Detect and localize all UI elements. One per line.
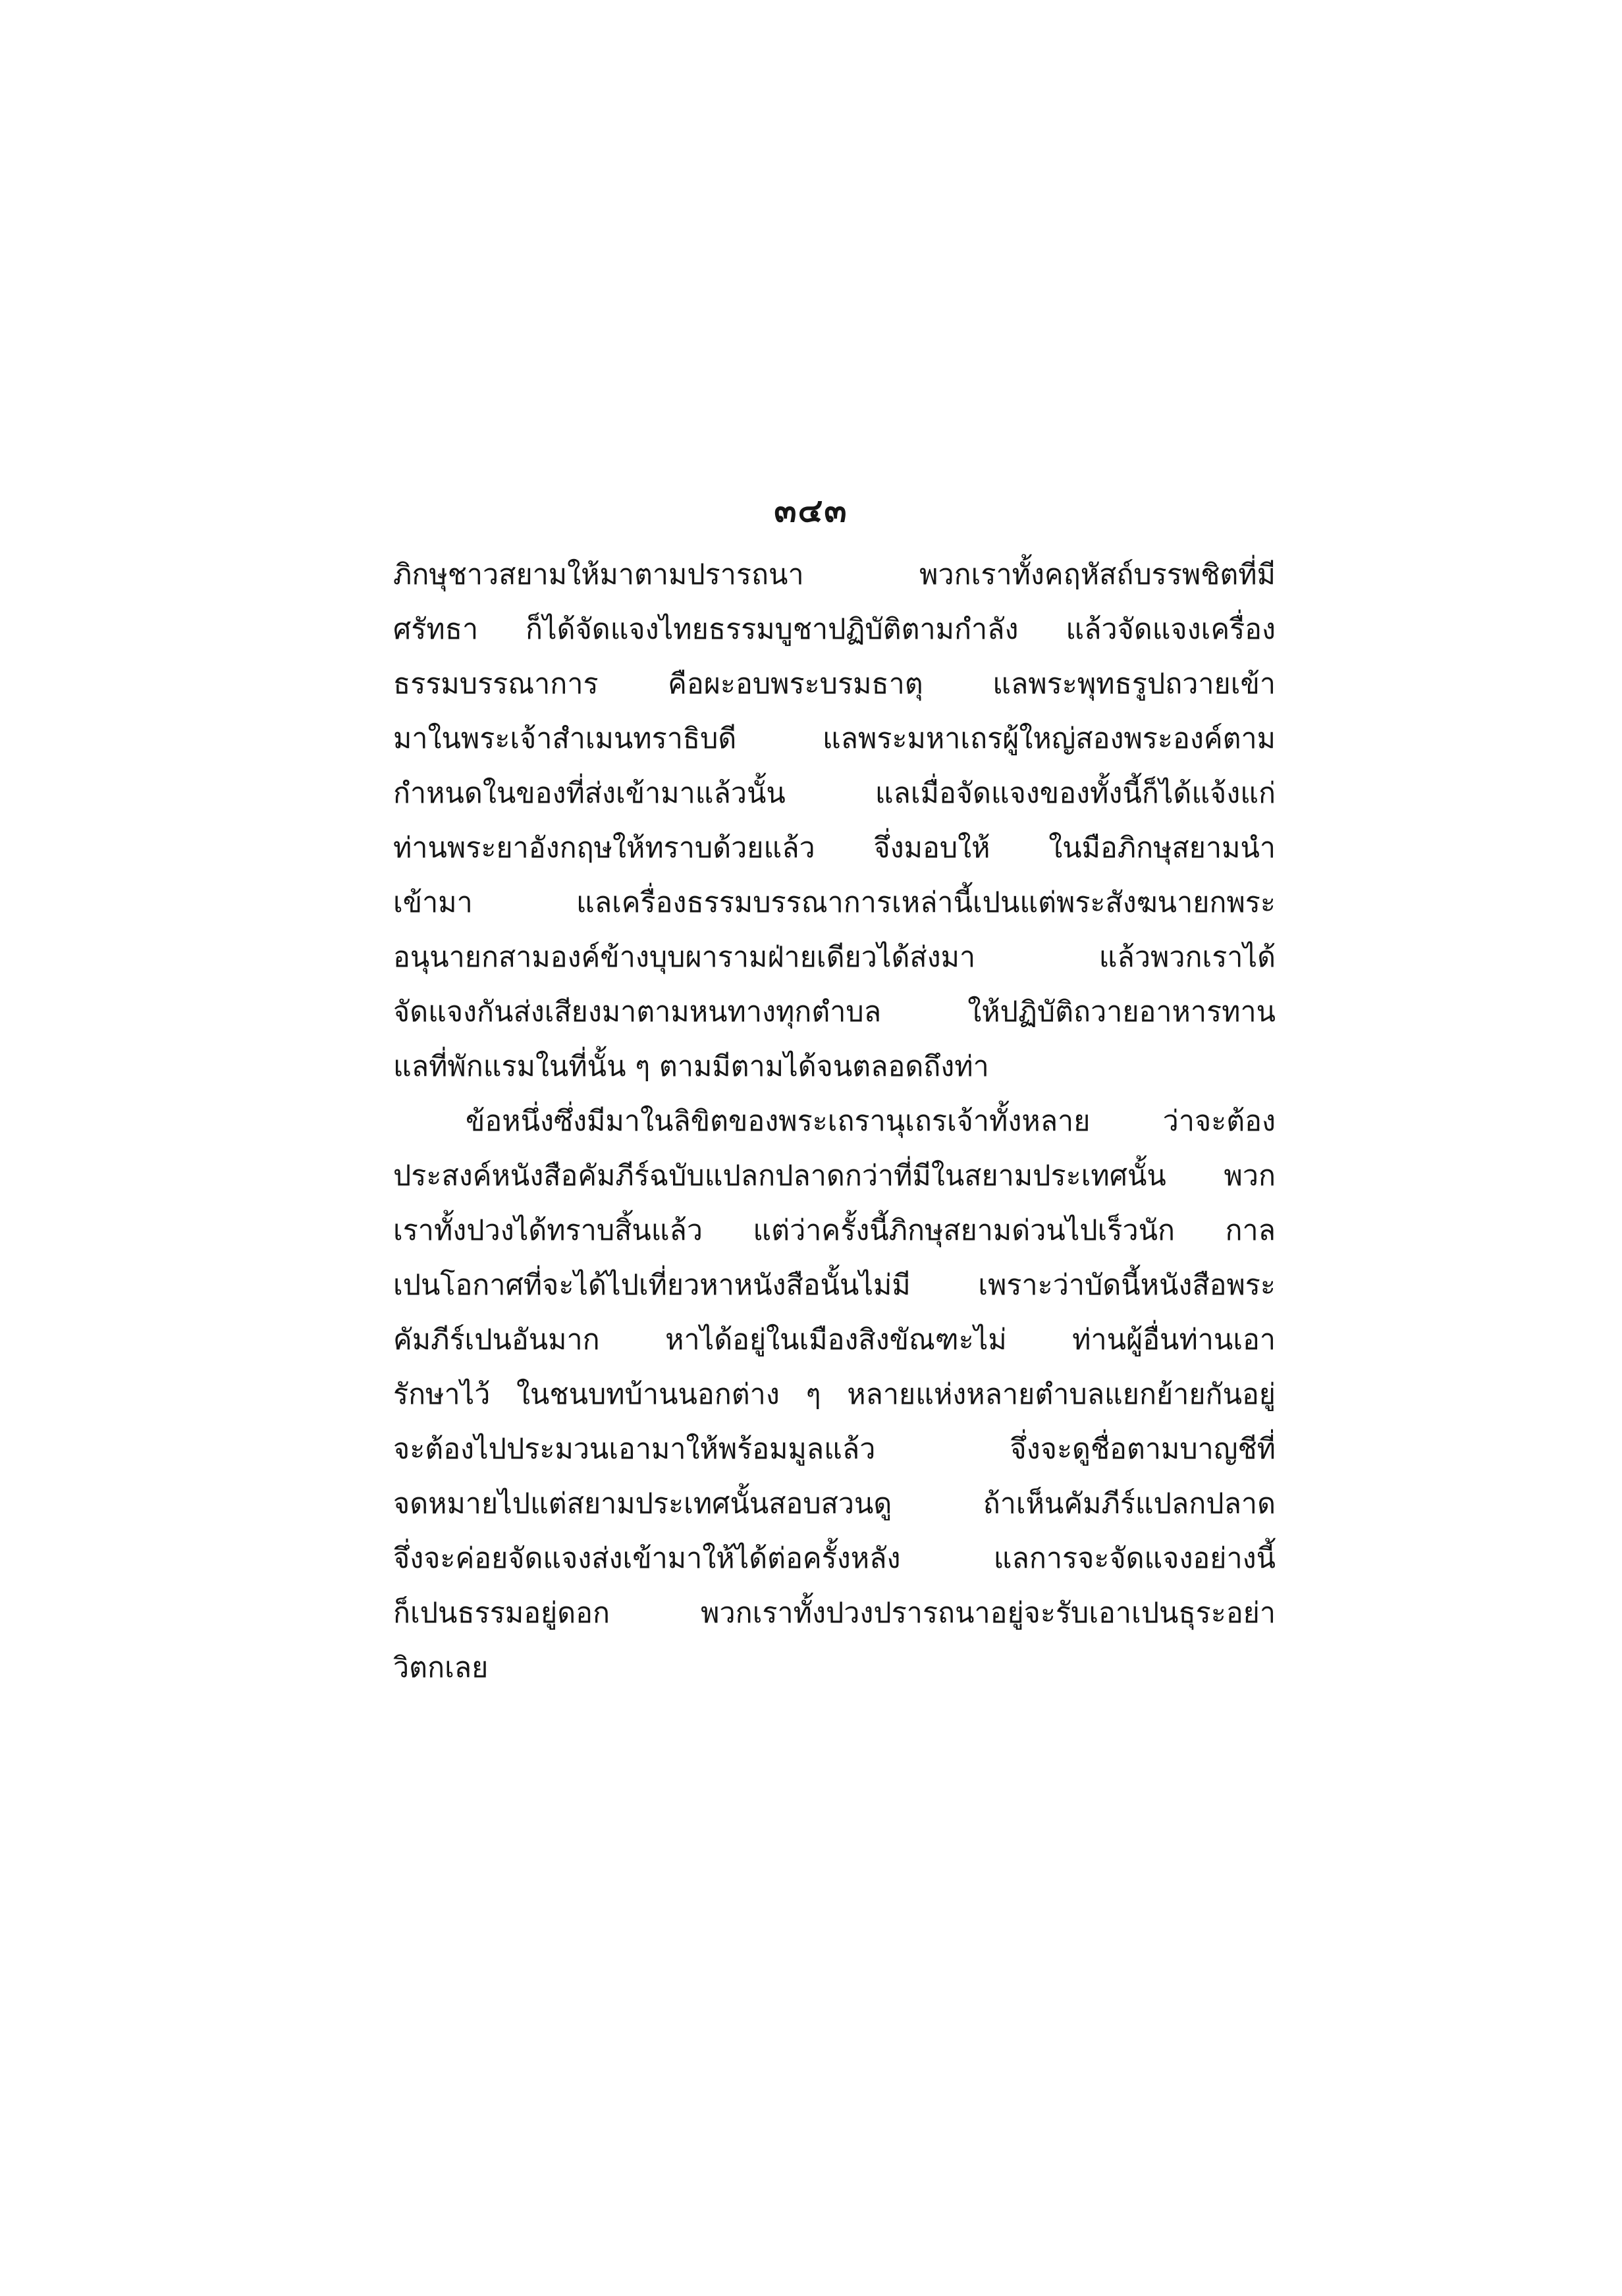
text-line: เข้ามา แลเครื่องธรรมบรรณาการเหล่านี้เปนแต่พระสังฆนายกพระ xyxy=(393,886,1276,919)
text-line: วิตกเลย xyxy=(393,1651,489,1684)
page-number: ๓๔๓ xyxy=(774,491,848,529)
text-line: จะต้องไปประมวนเอามาให้พร้อมมูลแล้ว จึ่งจะดูชื่อตามบาญชีที่ xyxy=(393,1433,1276,1466)
text-line: ภิกษุชาวสยามให้มาตามปรารถนา พวกเราทั้งคฤหัสถ์บรรพชิตที่มี xyxy=(393,558,1276,591)
text-line: ก็เปนธรรมอยู่ดอก พวกเราทั้งปวงปรารถนาอยู่จะรับเอาเปนธุระอย่า xyxy=(393,1597,1276,1630)
text-line: อนุนายกสามองค์ข้างบุบผารามฝ่ายเดียวได้ส่งมา แล้วพวกเราได้ xyxy=(393,941,1276,974)
text-line: คัมภีร์เปนอันมาก หาได้อยู่ในเมืองสิงขัณฑะไม่ ท่านผู้อื่นท่านเอา xyxy=(393,1323,1276,1356)
text-line: จึ่งจะค่อยจัดแจงส่งเข้ามาให้ได้ต่อครั้งหลัง แลการจะจัดแจงอย่างนี้ xyxy=(393,1542,1276,1575)
text-line: ข้อหนึ่งซึ่งมีมาในลิขิตของพระเถรานุเถรเจ้าทั้งหลาย ว่าจะต้อง xyxy=(466,1105,1276,1138)
text-line: รักษาไว้ ในชนบทบ้านนอกต่าง ๆ หลายแห่งหลายตำบลแยกย้ายกันอยู่ xyxy=(393,1378,1276,1411)
text-line: เปนโอกาศที่จะได้ไปเที่ยวหาหนังสือนั้นไม่มี เพราะว่าบัดนี้หนังสือพระ xyxy=(393,1269,1276,1302)
text-line: แลที่พักแรมในที่นั้น ๆ ตามมีตามได้จนตลอดถึงท่า xyxy=(393,1050,989,1083)
text-line: จัดแจงกันส่งเสียงมาตามหนทางทุกตำบล ให้ปฏิบัติถวายอาหารทาน xyxy=(393,996,1276,1028)
text-line: กำหนดในของที่ส่งเข้ามาแล้วนั้น แลเมื่อจัดแจงของทั้งนี้ก็ได้แจ้งแก่ xyxy=(393,777,1276,810)
body-text xyxy=(393,548,1276,1695)
text-line: เราทั้งปวงได้ทราบสิ้นแล้ว แต่ว่าครั้งนี้ภิกษุสยามด่วนไปเร็วนัก กาล xyxy=(393,1214,1276,1247)
text-line: มาในพระเจ้าสำเมนทราธิบดี แลพระมหาเถรผู้ใหญ่สองพระองค์ตาม xyxy=(393,722,1276,755)
text-line: ประสงค์หนังสือคัมภีร์ฉบับแปลกปลาดกว่าที่มีในสยามประเทศนั้น พวก xyxy=(393,1160,1276,1192)
text-line: ศรัทธา ก็ได้จัดแจงไทยธรรมบูชาปฏิบัติตามกำลัง แล้วจัดแจงเครื่อง xyxy=(393,613,1276,646)
text-line: ธรรมบรรณาการ คือผะอบพระบรมธาตุ แลพระพุทธรูปถวายเข้า xyxy=(393,668,1276,701)
text-line: ท่านพระยาอังกฤษให้ทราบด้วยแล้ว จึ่งมอบให้ ในมือภิกษุสยามนำ xyxy=(393,832,1276,865)
text-line: จดหมายไปแต่สยามประเทศนั้นสอบสวนดู ถ้าเห็นคัมภีร์แปลกปลาด xyxy=(393,1487,1276,1520)
